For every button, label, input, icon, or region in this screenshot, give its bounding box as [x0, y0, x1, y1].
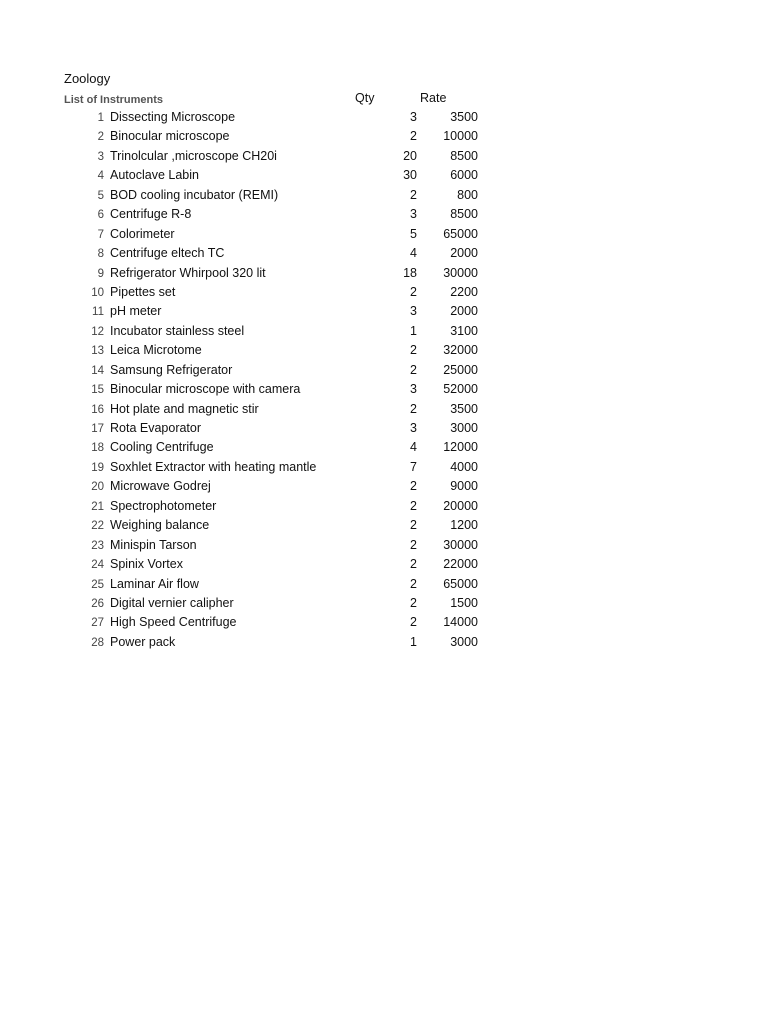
row-number: 4: [97, 170, 104, 183]
instrument-rate: 3000: [450, 634, 478, 649]
instrument-rate: 8500: [450, 207, 478, 222]
instrument-name: Dissecting Microscope: [110, 110, 236, 124]
row-number: 6: [97, 209, 104, 222]
row-number: 9: [97, 267, 104, 280]
table-row: [0, 613, 768, 632]
instrument-rate: 22000: [443, 557, 478, 572]
table-row: [0, 166, 768, 185]
row-number: 5: [97, 189, 104, 202]
instrument-qty: 2: [410, 129, 417, 144]
instrument-name: Microwave Godrej: [110, 479, 211, 494]
instrument-rate: 52000: [443, 382, 478, 397]
row-number: 19: [91, 461, 104, 474]
instrument-qty: 2: [410, 595, 417, 610]
row-number: 10: [91, 286, 104, 299]
instrument-name: Hot plate and magnetic stir: [110, 401, 259, 416]
table-row: [0, 322, 768, 341]
table-header: [0, 91, 768, 109]
instrument-qty: 4: [410, 246, 417, 261]
instrument-qty: 1: [410, 323, 417, 338]
table-row: [0, 127, 768, 146]
table-row: [0, 536, 768, 555]
table-row: [0, 264, 768, 283]
instrument-name: Laminar Air flow: [110, 576, 199, 591]
instrument-rate: 10000: [443, 129, 478, 144]
instrument-qty: 7: [410, 459, 417, 474]
table-row: [0, 400, 768, 419]
instrument-name: Power pack: [110, 634, 176, 649]
list-header: List of Instruments: [64, 94, 164, 106]
instrument-rate: 2000: [450, 304, 478, 319]
instrument-qty: 2: [410, 479, 417, 494]
instrument-qty: 2: [410, 615, 417, 630]
instrument-name: Spinix Vortex: [110, 557, 183, 572]
instrument-name: Centrifuge eltech TC: [110, 246, 225, 261]
instrument-qty: 4: [410, 440, 417, 455]
instrument-rate: 2200: [450, 284, 478, 299]
instrument-name: Rota Evaporator: [110, 421, 202, 435]
table-row: [0, 186, 768, 205]
instrument-name: Pipettes set: [110, 284, 176, 299]
instrument-name: Trinolcular ,microscope CH20i: [110, 148, 277, 163]
instrument-qty: 2: [410, 401, 417, 416]
instrument-qty: 3: [410, 207, 417, 222]
page-title: Zoology: [64, 71, 111, 86]
instrument-qty: 2: [410, 284, 417, 299]
row-number: 2: [97, 131, 104, 144]
row-number: 16: [91, 403, 104, 416]
instrument-name: High Speed Centrifuge: [110, 615, 237, 630]
instrument-name: Refrigerator Whirpool 320 lit: [110, 265, 266, 280]
instrument-name: Binocular microscope: [110, 129, 230, 144]
table-row: [0, 108, 768, 127]
table-row: [0, 147, 768, 166]
row-number: 11: [92, 306, 104, 319]
instrument-qty: 2: [410, 576, 417, 591]
instrument-rate: 30000: [443, 537, 478, 552]
instrument-name: Colorimeter: [110, 226, 175, 241]
instrument-name: Soxhlet Extractor with heating mantle: [110, 459, 317, 474]
instrument-rate: 800: [457, 187, 478, 202]
instrument-qty: 1: [410, 634, 417, 649]
row-number: 28: [91, 636, 104, 649]
instrument-qty: 3: [410, 110, 417, 124]
instrument-rate: 1200: [450, 518, 478, 533]
table-row: [0, 594, 768, 613]
table-row: [0, 361, 768, 380]
instrument-rate: 3100: [450, 323, 478, 338]
instrument-name: Cooling Centrifuge: [110, 440, 214, 455]
row-number: 13: [91, 345, 104, 358]
table-row: [0, 633, 768, 652]
instrument-rate: 65000: [443, 576, 478, 591]
table-row: [0, 497, 768, 516]
table-row: [0, 438, 768, 457]
table-row: [0, 419, 768, 438]
instrument-qty: 20: [403, 148, 417, 163]
instrument-name: Autoclave Labin: [110, 168, 199, 183]
row-number: 23: [91, 539, 104, 552]
instrument-name: Digital vernier calipher: [110, 595, 234, 610]
instrument-qty: 5: [410, 226, 417, 241]
instrument-rate: 30000: [443, 265, 478, 280]
row-number: 1: [97, 112, 104, 124]
instrument-name: BOD cooling incubator (REMI): [110, 187, 279, 202]
table-row: [0, 341, 768, 360]
instrument-rate: 1500: [450, 595, 478, 610]
instrument-name: Spectrophotometer: [110, 498, 217, 513]
row-number: 22: [91, 520, 104, 533]
instrument-qty: 2: [410, 343, 417, 358]
row-number: 15: [91, 384, 104, 397]
instrument-qty: 3: [410, 421, 417, 435]
instrument-qty: 2: [410, 557, 417, 572]
instrument-name: Weighing balance: [110, 518, 210, 533]
instrument-qty: 2: [410, 498, 417, 513]
table-row: [0, 516, 768, 535]
instrument-rate: 6000: [450, 168, 478, 183]
instrument-rate: 20000: [443, 498, 478, 513]
row-number: 8: [97, 248, 104, 261]
row-number: 3: [97, 150, 104, 163]
row-number: 27: [91, 617, 104, 630]
instrument-rate: 65000: [443, 226, 478, 241]
instrument-qty: 2: [410, 518, 417, 533]
instrument-rate: 14000: [443, 615, 478, 630]
instrument-qty: 3: [410, 304, 417, 319]
instrument-qty: 2: [410, 537, 417, 552]
row-number: 21: [91, 500, 104, 513]
row-number: 20: [91, 481, 104, 494]
table-row: [0, 302, 768, 321]
instrument-name: Samsung Refrigerator: [110, 362, 233, 377]
table-row: [0, 555, 768, 574]
instrument-name: Minispin Tarson: [110, 537, 197, 552]
instrument-name: Binocular microscope with camera: [110, 382, 301, 397]
instrument-rate: 3000: [450, 421, 478, 435]
row-number: 14: [91, 364, 104, 377]
row-number: 25: [91, 578, 104, 591]
table-row: [0, 458, 768, 477]
instrument-rate: 4000: [450, 459, 478, 474]
instrument-name: Centrifuge R-8: [110, 207, 192, 222]
row-number: 7: [97, 228, 104, 241]
table-row: [0, 575, 768, 594]
row-number: 24: [91, 559, 104, 572]
qty-header: Qty: [355, 91, 375, 105]
instrument-name: Incubator stainless steel: [110, 323, 245, 338]
table-row: [0, 283, 768, 302]
instrument-qty: 18: [403, 265, 417, 280]
instrument-rate: 3500: [450, 401, 478, 416]
table-row: [0, 225, 768, 244]
instrument-rate: 32000: [443, 343, 478, 358]
table-row: [0, 477, 768, 496]
instrument-qty: 3: [410, 382, 417, 397]
instrument-name: Leica Microtome: [110, 343, 202, 358]
row-number: 17: [91, 423, 104, 435]
row-number: 26: [91, 597, 104, 610]
instrument-rate: 25000: [443, 362, 478, 377]
instrument-qty: 2: [410, 187, 417, 202]
instrument-rate: 9000: [450, 479, 478, 494]
row-number: 12: [91, 325, 104, 338]
instrument-qty: 30: [403, 168, 417, 183]
instrument-rate: 3500: [450, 110, 478, 124]
instrument-qty: 2: [410, 362, 417, 377]
instrument-name: pH meter: [110, 304, 162, 319]
instrument-rate: 2000: [450, 246, 478, 261]
row-number: 18: [91, 442, 104, 455]
table-row: [0, 205, 768, 224]
table-row: [0, 380, 768, 399]
rate-header: Rate: [420, 91, 447, 105]
instrument-table-body: [0, 108, 768, 652]
table-row: [0, 244, 768, 263]
instrument-rate: 12000: [443, 440, 478, 455]
instrument-rate: 8500: [450, 148, 478, 163]
